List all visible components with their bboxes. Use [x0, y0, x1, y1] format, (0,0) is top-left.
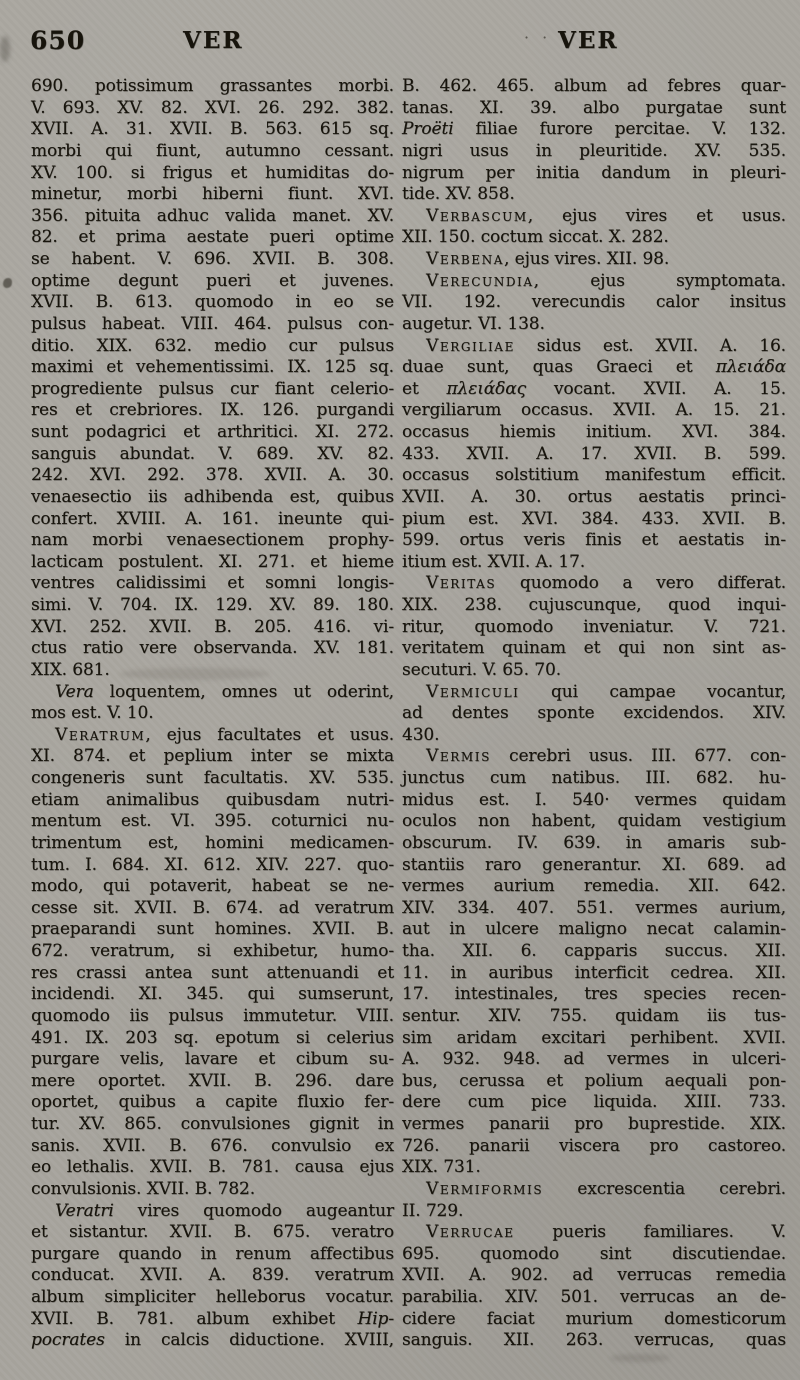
- text-line: dere cum pice liquida. XIII. 733.: [402, 1092, 786, 1113]
- text-line: 17. intestinales, tres species recen-: [402, 984, 786, 1005]
- text-line: incidendi. XI. 345. qui sumserunt,: [31, 984, 394, 1005]
- text-line: lacticam postulent. XI. 271. et hieme: [31, 551, 394, 572]
- scan-artifact: [120, 668, 270, 680]
- text-line: mere oportet. XVII. B. 296. dare: [31, 1070, 394, 1091]
- text-line: 82. et prima aestate pueri optime: [31, 227, 394, 248]
- text-line: Verrucae pueris familiares. V.: [426, 1222, 786, 1243]
- text-line: et πλειάδας vocant. XVII. A. 15.: [402, 378, 787, 399]
- text-line: minetur, morbi hiberni fiunt. XVI.: [31, 184, 394, 205]
- text-line: midus est. I. 540· vermes quidam: [402, 789, 786, 810]
- text-line: tha. XII. 6. capparis succus. XII.: [402, 941, 786, 961]
- text-line: oportet, quibus a capite fluxio fer-: [31, 1092, 394, 1113]
- scan-artifact: [0, 36, 10, 62]
- text-line: Vera loquentem, omnes ut oderint,: [55, 681, 394, 702]
- text-line: mentum est. VI. 395. coturnici nu-: [31, 811, 394, 832]
- text-line: sunt podagrici et arthritici. XI. 272.: [31, 422, 394, 442]
- text-line: confert. XVIII. A. 161. ineunte qui-: [31, 508, 394, 529]
- text-line: pulsus habeat. VIII. 464. pulsus con-: [31, 313, 394, 334]
- text-line: maximi et vehementissimi. IX. 125 sq.: [31, 357, 394, 378]
- text-line: Veritas quomodo a vero differat.: [426, 573, 786, 594]
- text-line: Vergiliae sidus est. XVII. A. 16.: [426, 335, 786, 356]
- text-line: B. 462. 465. album ad febres quar-: [402, 76, 786, 96]
- text-line: 242. XVI. 292. 378. XVII. A. 30.: [31, 465, 394, 486]
- text-line: 672. veratrum, si exhibetur, humo-: [31, 941, 394, 961]
- text-line: conducat. XVII. A. 839. veratrum: [31, 1265, 394, 1286]
- text-line: XII. 150. coctum siccat. X. 282.: [402, 227, 669, 248]
- scan-artifact: [610, 1354, 670, 1362]
- text-line: XVI. 252. XVII. B. 205. 416. vi-: [31, 616, 394, 637]
- text-column-left: [31, 76, 394, 1352]
- text-line: praeparandi sunt homines. XVII. B.: [31, 919, 394, 940]
- text-line: trimentum est, homini medicamen-: [31, 832, 394, 853]
- text-line: duae sunt, quas Graeci et πλειάδα: [402, 357, 786, 378]
- text-line: junctus cum natibus. III. 682. hu-: [402, 768, 786, 788]
- text-line: obscurum. IV. 639. in amaris sub-: [402, 832, 786, 853]
- text-line: vermes panarii pro buprestide. XIX.: [402, 1114, 786, 1134]
- text-line: se habent. V. 696. XVII. B. 308.: [31, 249, 394, 269]
- text-line: 433. XVII. A. 17. XVII. B. 599.: [402, 443, 786, 464]
- text-line: tide. XV. 858.: [402, 184, 515, 205]
- text-line: et sistantur. XVII. B. 675. veratro: [31, 1222, 394, 1243]
- text-line: augetur. VI. 138.: [402, 313, 545, 334]
- text-line: Verbascum, ejus vires et usus.: [426, 205, 786, 226]
- text-line: sentur. XIV. 755. quidam iis tus-: [402, 1005, 786, 1026]
- text-line: pocrates in calcis diductione. XVIII,: [31, 1330, 394, 1351]
- text-line: progrediente pulsus cur fiant celerio-: [31, 378, 394, 399]
- text-line: XI. 874. et peplium inter se mixta: [31, 746, 394, 767]
- text-line: vermes aurium remedia. XII. 642.: [402, 876, 786, 897]
- text-line: bus, cerussa et polium aequali pon-: [402, 1070, 786, 1091]
- text-line: modo, qui potaverit, habeat se ne-: [31, 876, 394, 897]
- text-line: cidere faciat murium domesticorum: [402, 1308, 786, 1329]
- text-line: Vermiformis excrescentia cerebri.: [426, 1178, 786, 1199]
- text-line: XVII. B. 781. album exhibet Hip-: [31, 1308, 394, 1329]
- page-header: [0, 26, 800, 66]
- text-line: 356. pituita adhuc valida manet. XV.: [31, 205, 394, 226]
- text-line: morbi qui fiunt, autumno cessant.: [31, 140, 394, 161]
- text-line: VII. 192. verecundis calor insitus: [402, 292, 786, 313]
- page-number: 650: [30, 26, 86, 55]
- text-line: Vermiculi qui campae vocantur,: [426, 681, 786, 702]
- text-line: sanis. XVII. B. 676. convulsio ex: [31, 1135, 394, 1156]
- text-line: Veratri vires quomodo augeantur: [55, 1200, 394, 1221]
- text-line: ad dentes sponte excidendos. XIV.: [402, 703, 786, 724]
- text-line: purgare quando in renum affectibus: [31, 1243, 394, 1264]
- text-line: ritur, quomodo inveniatur. V. 721.: [402, 616, 786, 637]
- text-line: mos est. V. 10.: [31, 703, 154, 724]
- text-line: convulsionis. XVII. B. 782.: [31, 1178, 256, 1199]
- text-line: nigrum per initia dandum in pleuri-: [402, 162, 786, 183]
- text-line: 491. IX. 203 sq. epotum si celerius: [31, 1027, 394, 1048]
- text-line: res crassi antea sunt attenuandi et: [31, 962, 394, 983]
- text-line: sim aridam excitari perhibent. XVII.: [402, 1027, 786, 1048]
- text-line: purgare velis, lavare et cibum su-: [31, 1049, 394, 1070]
- scan-artifact: · ·: [524, 28, 552, 47]
- text-line: optime degunt pueri et juvenes.: [31, 270, 394, 291]
- text-line: nigri usus in pleuritide. XV. 535.: [402, 140, 786, 161]
- text-line: Verbena, ejus vires. XII. 98.: [426, 249, 670, 269]
- text-line: XV. 100. si frigus et humiditas do-: [31, 162, 394, 183]
- text-line: XVII. A. 30. ortus aestatis princi-: [402, 486, 786, 507]
- text-line: pium est. XVI. 384. 433. XVII. B.: [402, 508, 786, 529]
- text-line: XVII. A. 902. ad verrucas remedia: [402, 1265, 786, 1286]
- text-line: quomodo iis pulsus immutetur. VIII.: [31, 1005, 394, 1026]
- text-line: occasus hiemis initium. XVI. 384.: [402, 422, 786, 442]
- text-line: etiam animalibus quibusdam nutri-: [31, 789, 394, 810]
- text-line: XIV. 334. 407. 551. vermes aurium,: [402, 897, 786, 918]
- text-line: 11. in auribus interficit cedrea. XII.: [402, 962, 786, 983]
- scan-artifact: [3, 278, 12, 288]
- text-line: eo lethalis. XVII. B. 781. causa ejus: [31, 1157, 394, 1178]
- text-line: secuturi. V. 65. 70.: [402, 659, 561, 680]
- text-line: XIX. 731.: [402, 1157, 481, 1178]
- text-line: II. 729.: [402, 1200, 464, 1221]
- text-line: itium est. XVII. A. 17.: [402, 551, 586, 572]
- text-line: 599. ortus veris finis et aestatis in-: [402, 530, 786, 551]
- text-line: tur. XV. 865. convulsiones gignit in: [31, 1114, 394, 1134]
- text-line: simi. V. 704. IX. 129. XV. 89. 180.: [31, 595, 394, 615]
- text-line: Veratrum, ejus facultates et usus.: [55, 724, 394, 745]
- text-line: ditio. XIX. 632. medio cur pulsus: [31, 335, 394, 356]
- text-line: tum. I. 684. XI. 612. XIV. 227. quo-: [31, 854, 394, 875]
- text-line: XVII. A. 31. XVII. B. 563. 615 sq.: [31, 119, 394, 140]
- text-line: veritatem quinam et qui non sint as-: [402, 638, 786, 659]
- text-line: Proëti filiae furore percitae. V. 132.: [402, 119, 786, 140]
- text-line: V. 693. XV. 82. XVI. 26. 292. 382.: [31, 97, 394, 118]
- text-line: A. 932. 948. ad vermes in ulceri-: [402, 1049, 786, 1070]
- text-line: XIX. 681.: [31, 659, 110, 680]
- text-line: nam morbi venaesectionem prophy-: [31, 530, 394, 551]
- text-line: venaesectio iis adhibenda est, quibus: [31, 486, 394, 507]
- text-line: stantiis raro generantur. XI. 689. ad: [402, 854, 786, 875]
- text-line: sanguis abundat. V. 689. XV. 82.: [31, 443, 394, 464]
- text-line: Vermis cerebri usus. III. 677. con-: [426, 746, 786, 767]
- text-column-right: [402, 76, 786, 1352]
- text-line: aut in ulcere maligno necat calamin-: [402, 919, 786, 940]
- text-line: Verecundia, ejus symptomata.: [426, 270, 786, 291]
- text-line: res et crebriores. IX. 126. purgandi: [31, 400, 394, 421]
- text-line: sanguis. XII. 263. verrucas, quas: [402, 1330, 786, 1351]
- text-line: album simpliciter helleborus vocatur.: [31, 1287, 394, 1307]
- text-line: ventres calidissimi et somni longis-: [31, 573, 394, 594]
- text-line: vergiliarum occasus. XVII. A. 15. 21.: [402, 400, 786, 421]
- text-line: 695. quomodo sint discutiendae.: [402, 1243, 786, 1264]
- text-line: 430.: [402, 724, 440, 745]
- text-line: 690. potissimum grassantes morbi.: [31, 76, 394, 96]
- running-head-left: VER: [183, 27, 244, 54]
- running-head-right: VER: [558, 27, 619, 54]
- text-line: XIX. 238. cujuscunque, quod inqui-: [402, 595, 786, 615]
- text-line: parabilia. XIV. 501. verrucas an de-: [402, 1287, 786, 1307]
- text-line: 726. panarii viscera pro castoreo.: [402, 1135, 786, 1156]
- text-line: occasus solstitium manifestum efficit.: [402, 465, 786, 486]
- text-line: tanas. XI. 39. albo purgatae sunt: [402, 97, 786, 118]
- text-line: cesse sit. XVII. B. 674. ad veratrum: [31, 897, 394, 918]
- text-line: congeneris sunt facultatis. XV. 535.: [31, 768, 394, 788]
- text-line: XVII. B. 613. quomodo in eo se: [31, 292, 394, 313]
- text-line: oculos non habent, quidam vestigium: [402, 811, 786, 832]
- text-line: ctus ratio vere observanda. XV. 181.: [31, 638, 394, 659]
